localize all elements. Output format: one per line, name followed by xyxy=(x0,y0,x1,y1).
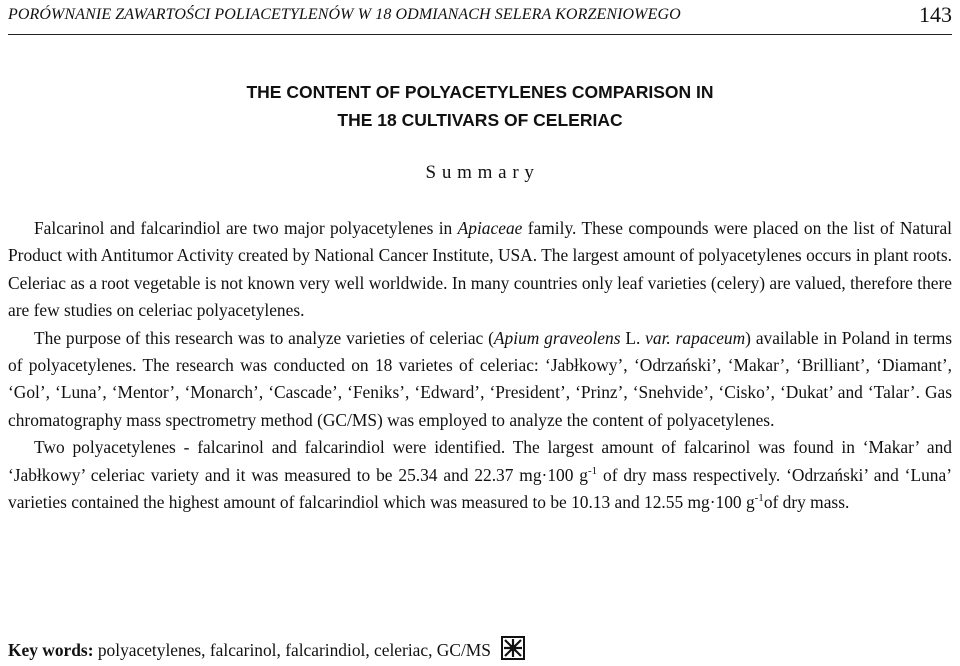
p2-text-c: L. xyxy=(620,327,646,348)
title-line-1: THE CONTENT OF POLYACETYLENES COMPARISON IN xyxy=(246,82,714,102)
p1-text-c: family. These compounds were placed on the list of Natural Product with Antitumor Activity created by National Cancer Institute, USA. The largest amount of polyacetylenes occurs in plant roots. Celeriac as a root vegetable is not known very well worldwide. In many countries only leaf varieties (celery) are valued, therefore there are few studies on celeriac polyacetylenes. xyxy=(8,218,952,321)
p3-text-c: of dry mass. xyxy=(763,492,850,513)
p2-italic-species: Apium graveolens xyxy=(493,327,621,348)
p3-text-b: of dry mass respectively. ‘Odrzański’ and ‘Luna’ varieties contained the highest amount of falcarindiol which was measured to be 10.13 and 12.55 mg·100 g xyxy=(8,464,952,513)
p3-text-a: Two polyacetylenes - falcarinol and falcarindiol were identified. The largest amount of falcarinol was found in ‘Makar’ and ‘Jabłkowy’ celeriac variety and it was measured to be 25.34 and 22.37 mg·100 g xyxy=(8,437,952,485)
keywords-line xyxy=(8,636,525,666)
paragraph-2 xyxy=(8,325,952,435)
page-number: 143 xyxy=(919,2,952,27)
p2-text-a: The purpose of this research was to analyze varieties of celeriac ( xyxy=(34,327,494,348)
p1-italic-family: Apiaceae xyxy=(457,218,523,238)
summary-heading: S u m m a r y xyxy=(425,162,535,183)
summary-body xyxy=(8,215,952,516)
keywords-label: Key words: xyxy=(8,640,94,660)
article-title xyxy=(0,78,960,134)
page-header xyxy=(8,0,952,35)
p1-text-a: Falcarinol and falcarindiol are two major polyacetylenes in xyxy=(34,218,458,238)
end-mark-icon xyxy=(501,636,525,666)
p3-superscript-2: -1 xyxy=(754,492,764,505)
p2-text-e: ) available in Poland in terms of polyacetylenes. The research was conducted on 18 varietes of celeriac: ‘Jabłkowy’, ‘Odrzański’, ‘Makar’, ‘Brilliant’, ‘Diamant’, ‘Gol’, ‘Luna’, ‘Mentor’, ‘Monarch’, ‘Cascade’, ‘Feniks’, ‘Edward’, ‘President’, ‘Prinz’, ‘Snehvide’, ‘Cisko’, ‘Dukat’ and ‘Talar’. Gas chromatography mass spectrometry method (GC/MS) was employed to analyze the content of polyacetylenes. xyxy=(8,327,952,430)
paragraph-1 xyxy=(8,215,952,325)
p2-italic-variety: var. rapaceum xyxy=(645,327,746,348)
paragraph-3 xyxy=(8,434,952,516)
keywords-text: polyacetylenes, falcarinol, falcarindiol, celeriac, GC/MS xyxy=(93,640,491,660)
p3-superscript-1: -1 xyxy=(587,464,598,477)
running-title: PORÓWNANIE ZAWARTOŚCI POLIACETYLENÓW W 18 ODMIANACH SELERA KORZENIOWEGO xyxy=(8,6,681,23)
title-line-2: THE 18 CULTIVARS OF CELERIAC xyxy=(337,110,623,130)
